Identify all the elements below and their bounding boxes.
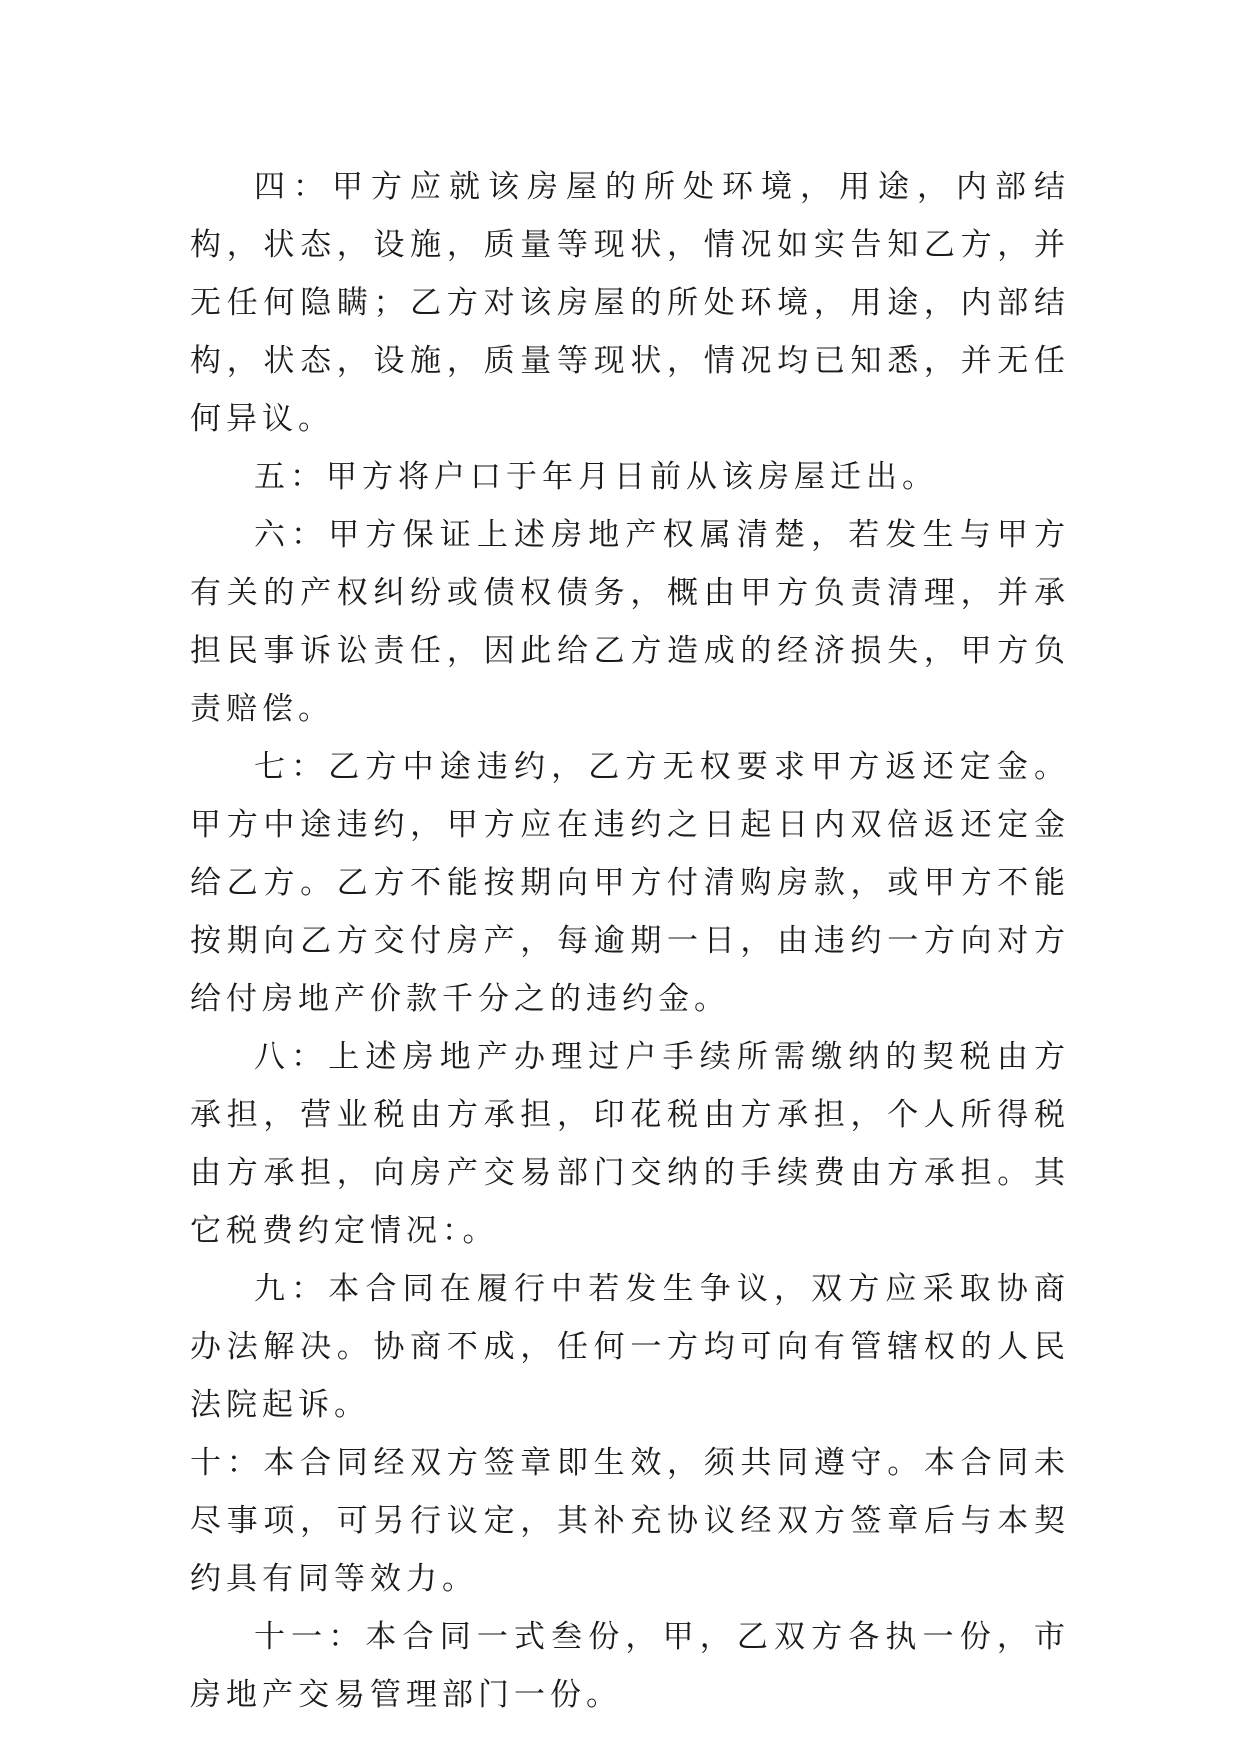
clause-8: 八：上述房地产办理过户手续所需缴纳的契税由方承担，营业税由方承担，印花税由方承担，个人所得税由方承担，向房产交易部门交纳的手续费由方承担。其它税费约定情况：。 <box>190 1039 1070 1249</box>
clause-7: 七：乙方中途违约，乙方无权要求甲方返还定金。甲方中途违约，甲方应在违约之日起日内双倍返还定金给乙方。乙方不能按期向甲方付清购房款，或甲方不能按期向乙方交付房产，每逾期一日，由违约一方向对方给付房地产价款千分之的违约金。 <box>190 749 1070 1017</box>
clause-6: 六：甲方保证上述房地产权属清楚，若发生与甲方有关的产权纠纷或债权债务，概由甲方负责清理，并承担民事诉讼责任，因此给乙方造成的经济损失，甲方负责赔偿。 <box>190 517 1070 727</box>
clause-9: 九：本合同在履行中若发生争议，双方应采取协商办法解决。协商不成，任何一方均可向有管辖权的人民法院起诉。 <box>190 1271 1070 1423</box>
clause-4: 四：甲方应就该房屋的所处环境，用途，内部结构，状态，设施，质量等现状，情况如实告知乙方，并无任何隐瞒；乙方对该房屋的所处环境，用途，内部结构，状态，设施，质量等现状，情况均已知悉，并无任何异议。 <box>190 169 1070 437</box>
clause-5: 五：甲方将户口于年月日前从该房屋迁出。 <box>254 459 938 495</box>
clause-10: 十：本合同经双方签章即生效，须共同遵守。本合同未尽事项，可另行议定，其补充协议经双方签章后与本契约具有同等效力。 <box>190 1445 1070 1597</box>
contract-body <box>190 158 1070 1724</box>
clause-11: 十一：本合同一式叁份，甲，乙双方各执一份，市房地产交易管理部门一份。 <box>190 1619 1070 1713</box>
